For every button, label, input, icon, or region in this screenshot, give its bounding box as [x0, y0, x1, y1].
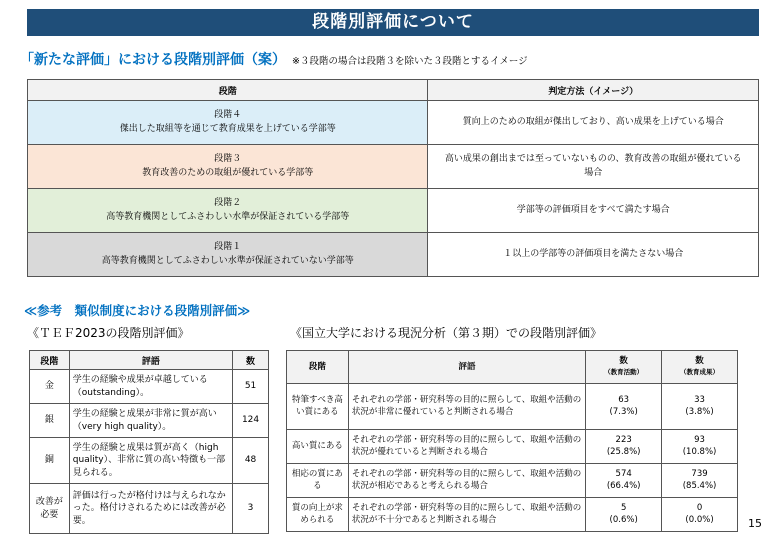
reference-title: ≪参考 類似制度における段階別評価≫: [24, 303, 251, 318]
tef-desc: 学生の経験や成果が卓越している（outstanding）。: [69, 370, 232, 404]
tef-row: [30, 404, 269, 438]
grading-row-2: [28, 189, 759, 233]
national-level: 質の向上が求められる: [287, 498, 349, 532]
page-title-banner: 段階別評価について: [27, 9, 759, 36]
activity-pct: (66.4%): [606, 480, 641, 491]
national-row: [287, 430, 738, 464]
tef-level: 銀: [30, 404, 70, 438]
activity-cell: [586, 384, 662, 430]
level-cell: [28, 189, 428, 233]
level-cell: [28, 101, 428, 145]
level-label: 段階１: [214, 242, 242, 253]
national-header-activity: [586, 351, 662, 384]
count-label: 数: [619, 356, 628, 367]
outcome-count: 0: [696, 502, 703, 513]
national-desc: それぞれの学部・研究科等の目的に照らして、取組や活動の状況が相応であると考えられる場合: [348, 464, 585, 498]
national-row: [287, 498, 738, 532]
activity-cell: [586, 464, 662, 498]
outcome-count: 93: [694, 434, 705, 445]
tef-level: 改善が必要: [30, 484, 70, 534]
national-row: [287, 384, 738, 430]
national-level: 特筆すべき高い質にある: [287, 384, 349, 430]
outcome-count: 33: [694, 394, 705, 405]
level-cell: [28, 145, 428, 189]
page-number: 15: [748, 517, 762, 530]
activity-count: 574: [615, 468, 632, 479]
level-desc: 高等教育機関としてふさわしい水準が保証されている学部等: [106, 211, 350, 222]
activity-count: 63: [618, 394, 630, 405]
national-table: [286, 350, 738, 532]
tef-count: 48: [233, 438, 269, 484]
tef-count: 3: [233, 484, 269, 534]
outcome-label: （教育成果）: [680, 368, 720, 376]
level-label: 段階４: [214, 110, 242, 121]
national-title: 《国立大学における現況分析（第３期）での段階別評価》: [290, 326, 603, 340]
outcome-cell: [662, 498, 738, 532]
activity-count: 5: [620, 502, 627, 513]
tef-level: 金: [30, 370, 70, 404]
national-row: [287, 464, 738, 498]
outcome-count: 739: [691, 468, 708, 479]
grading-row-1: [28, 233, 759, 277]
level-desc: 教育改善のための取組が優れている学部等: [142, 167, 314, 178]
tef-header-desc: 評語: [69, 351, 232, 370]
national-header-desc: 評語: [348, 351, 585, 384]
tef-title: 《ＴＥＦ2023の段階別評価》: [27, 326, 190, 340]
method-cell: 質向上のための取組が傑出しており、高い成果を上げている場合: [428, 101, 759, 145]
national-level: 高い質にある: [287, 430, 349, 464]
activity-cell: [586, 498, 662, 532]
level-desc: 傑出した取組等を通じて教育成果を上げている学部等: [119, 123, 336, 134]
method-cell: 高い成果の創出までは至っていないものの、教育改善の取組が優れている場合: [428, 145, 759, 189]
grading-row-4: [28, 101, 759, 145]
activity-cell: [586, 430, 662, 464]
tef-desc: 評価は行ったが格付けは与えられなかった。格付けされるためには改善が必要。: [69, 484, 232, 534]
national-header-outcome: [662, 351, 738, 384]
activity-pct: (25.8%): [606, 446, 641, 457]
tef-table: [29, 350, 269, 534]
grading-header-row: [28, 80, 759, 101]
outcome-pct: (10.8%): [682, 446, 717, 457]
tef-level: 銅: [30, 438, 70, 484]
tef-row: [30, 484, 269, 534]
outcome-cell: [662, 430, 738, 464]
header-level: 段階: [28, 80, 428, 101]
outcome-cell: [662, 384, 738, 430]
level-label: 段階３: [214, 154, 242, 165]
subtitle-text: 「新たな評価」における段階別評価（案）: [20, 52, 286, 68]
national-level: 相応の質にある: [287, 464, 349, 498]
national-header-row: [287, 351, 738, 384]
method-cell: 学部等の評価項目をすべて満たす場合: [428, 189, 759, 233]
tef-header-level: 段階: [30, 351, 70, 370]
level-cell: [28, 233, 428, 277]
outcome-pct: (85.4%): [682, 480, 717, 491]
tef-desc: 学生の経験と成果が非常に質が高い（very high quality）。: [69, 404, 232, 438]
tef-desc: 学生の経験と成果は質が高く（high quality）、非常に質の高い特徴も一部見られる。: [69, 438, 232, 484]
activity-label: （教育活動）: [604, 368, 644, 376]
level-desc: 高等教育機関としてふさわしい水準が保証されていない学部等: [101, 255, 354, 266]
level-label: 段階２: [214, 198, 242, 209]
header-method: 判定方法（イメージ）: [428, 80, 759, 101]
national-desc: それぞれの学部・研究科等の目的に照らして、取組や活動の状況が非常に優れていると判断される場合: [348, 384, 585, 430]
outcome-cell: [662, 464, 738, 498]
grading-row-3: [28, 145, 759, 189]
tef-header-count: 数: [233, 351, 269, 370]
national-header-level: 段階: [287, 351, 349, 384]
method-cell: １以上の学部等の評価項目を満たさない場合: [428, 233, 759, 277]
activity-pct: (0.6%): [609, 514, 638, 525]
grading-table: [27, 79, 759, 277]
activity-count: 223: [615, 434, 632, 445]
count-label: 数: [695, 356, 704, 367]
outcome-pct: (3.8%): [685, 406, 714, 417]
tef-count: 51: [233, 370, 269, 404]
tef-row: [30, 438, 269, 484]
tef-row: [30, 370, 269, 404]
activity-pct: (7.3%): [609, 406, 638, 417]
tef-header-row: [30, 351, 269, 370]
national-desc: それぞれの学部・研究科等の目的に照らして、取組や活動の状況が優れていると判断される場合: [348, 430, 585, 464]
subtitle-note: ※３段階の場合は段階３を除いた３段階とするイメージ: [292, 56, 528, 67]
section-subtitle: [20, 49, 528, 69]
tef-count: 124: [233, 404, 269, 438]
outcome-pct: (0.0%): [685, 514, 714, 525]
national-desc: それぞれの学部・研究科等の目的に照らして、取組や活動の状況が不十分であると判断される場合: [348, 498, 585, 532]
